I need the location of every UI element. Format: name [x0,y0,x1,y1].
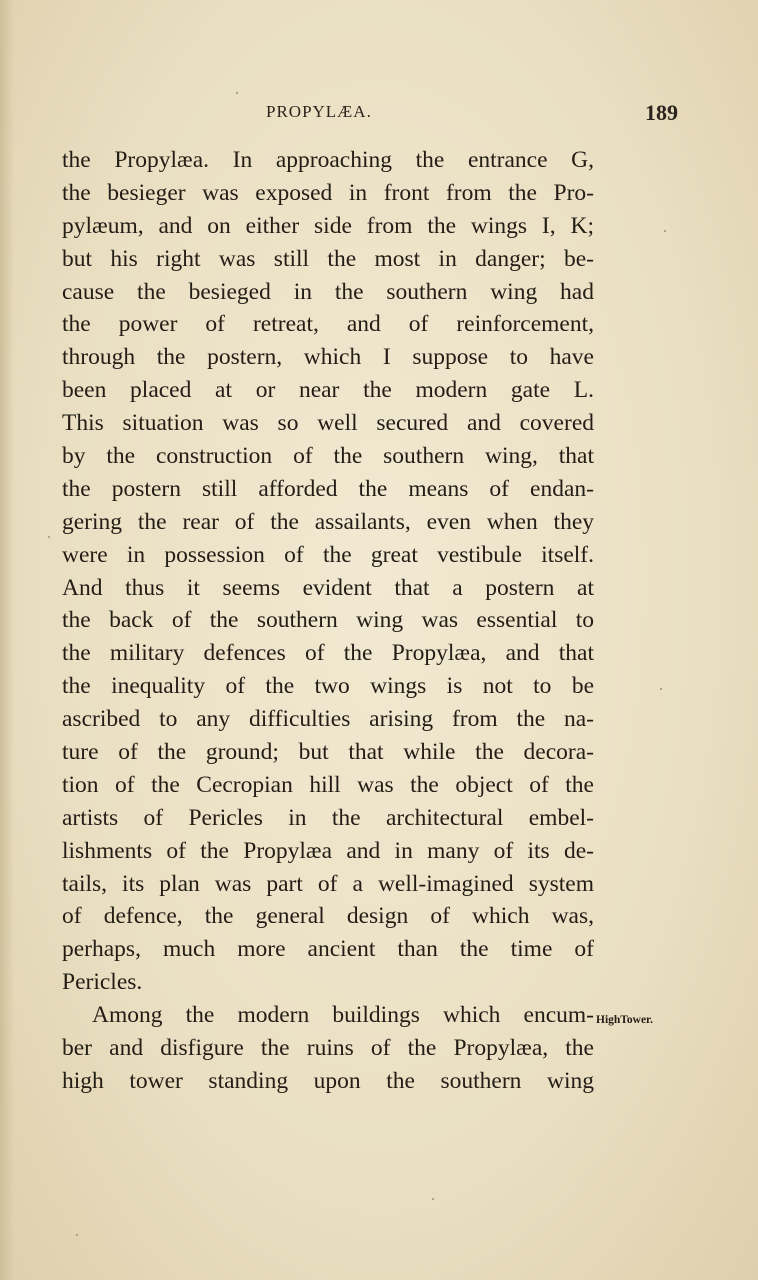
paper-speck [432,1198,434,1200]
text-line: perhaps, much more ancient than the time of [62,936,594,963]
paper-speck [76,1234,78,1236]
text-line: the back of the southern wing was essential to [62,607,594,634]
paper-speck [48,536,50,538]
text-line: ascribed to any difficulties arising from the na- [62,706,594,733]
text-line: gering the rear of the assailants, even when they [62,508,594,535]
text-line: the besieger was exposed in front from the Pro- [62,179,594,206]
text-line: the postern still afforded the means of endan- [62,475,594,502]
page-number: 189 [645,100,678,125]
text-line: the inequality of the two wings is not to be [62,673,594,700]
text-line: artists of Pericles in the architectural embel- [62,804,594,831]
text-line: through the postern, which I suppose to have [62,344,594,371]
text-line: been placed at or near the modern gate L. [62,377,594,404]
text-line: cause the besieged in the southern wing had [62,278,594,305]
running-title: PROPYLÆA. [266,102,372,121]
text-line: but his right was still the most in danger; be- [62,245,594,272]
text-line: This situation was so well secured and covered [62,410,594,437]
paper-speck [236,92,238,94]
page-edge-shadow [0,0,14,1280]
paper-speck [660,688,662,690]
text-line: tails, its plan was part of a well-imagined system [62,870,594,897]
text-line: by the construction of the southern wing, that [62,443,594,470]
page-header [0,100,758,130]
text-line: tion of the Cecropian hill was the object of the [62,771,594,798]
text-line: Among the modern buildings which encum- [92,1002,594,1029]
text-line: lishments of the Propylæa and in many of its de- [62,837,594,864]
margin-note: HighTower. [596,1014,653,1026]
text-line: And thus it seems evident that a postern at [62,574,594,601]
text-line: ber and disfigure the ruins of the Propylæa, the [62,1035,594,1062]
text-line: were in possession of the great vestibule itself. [62,541,594,568]
text-line: pylæum, and on either side from the wings I, K; [62,212,594,239]
text-line: high tower standing upon the southern wing [62,1067,594,1094]
paper-speck [664,230,666,232]
body-text [62,144,594,1098]
text-line: the military defences of the Propylæa, and that [62,640,594,667]
text-line: the Propylæa. In approaching the entrance G, [62,147,594,173]
text-line: ture of the ground; but that while the decora- [62,739,594,766]
text-line: Pericles. [62,969,143,996]
text-line: of defence, the general design of which was, [62,903,594,930]
text-line: the power of retreat, and of reinforcement, [62,311,594,338]
